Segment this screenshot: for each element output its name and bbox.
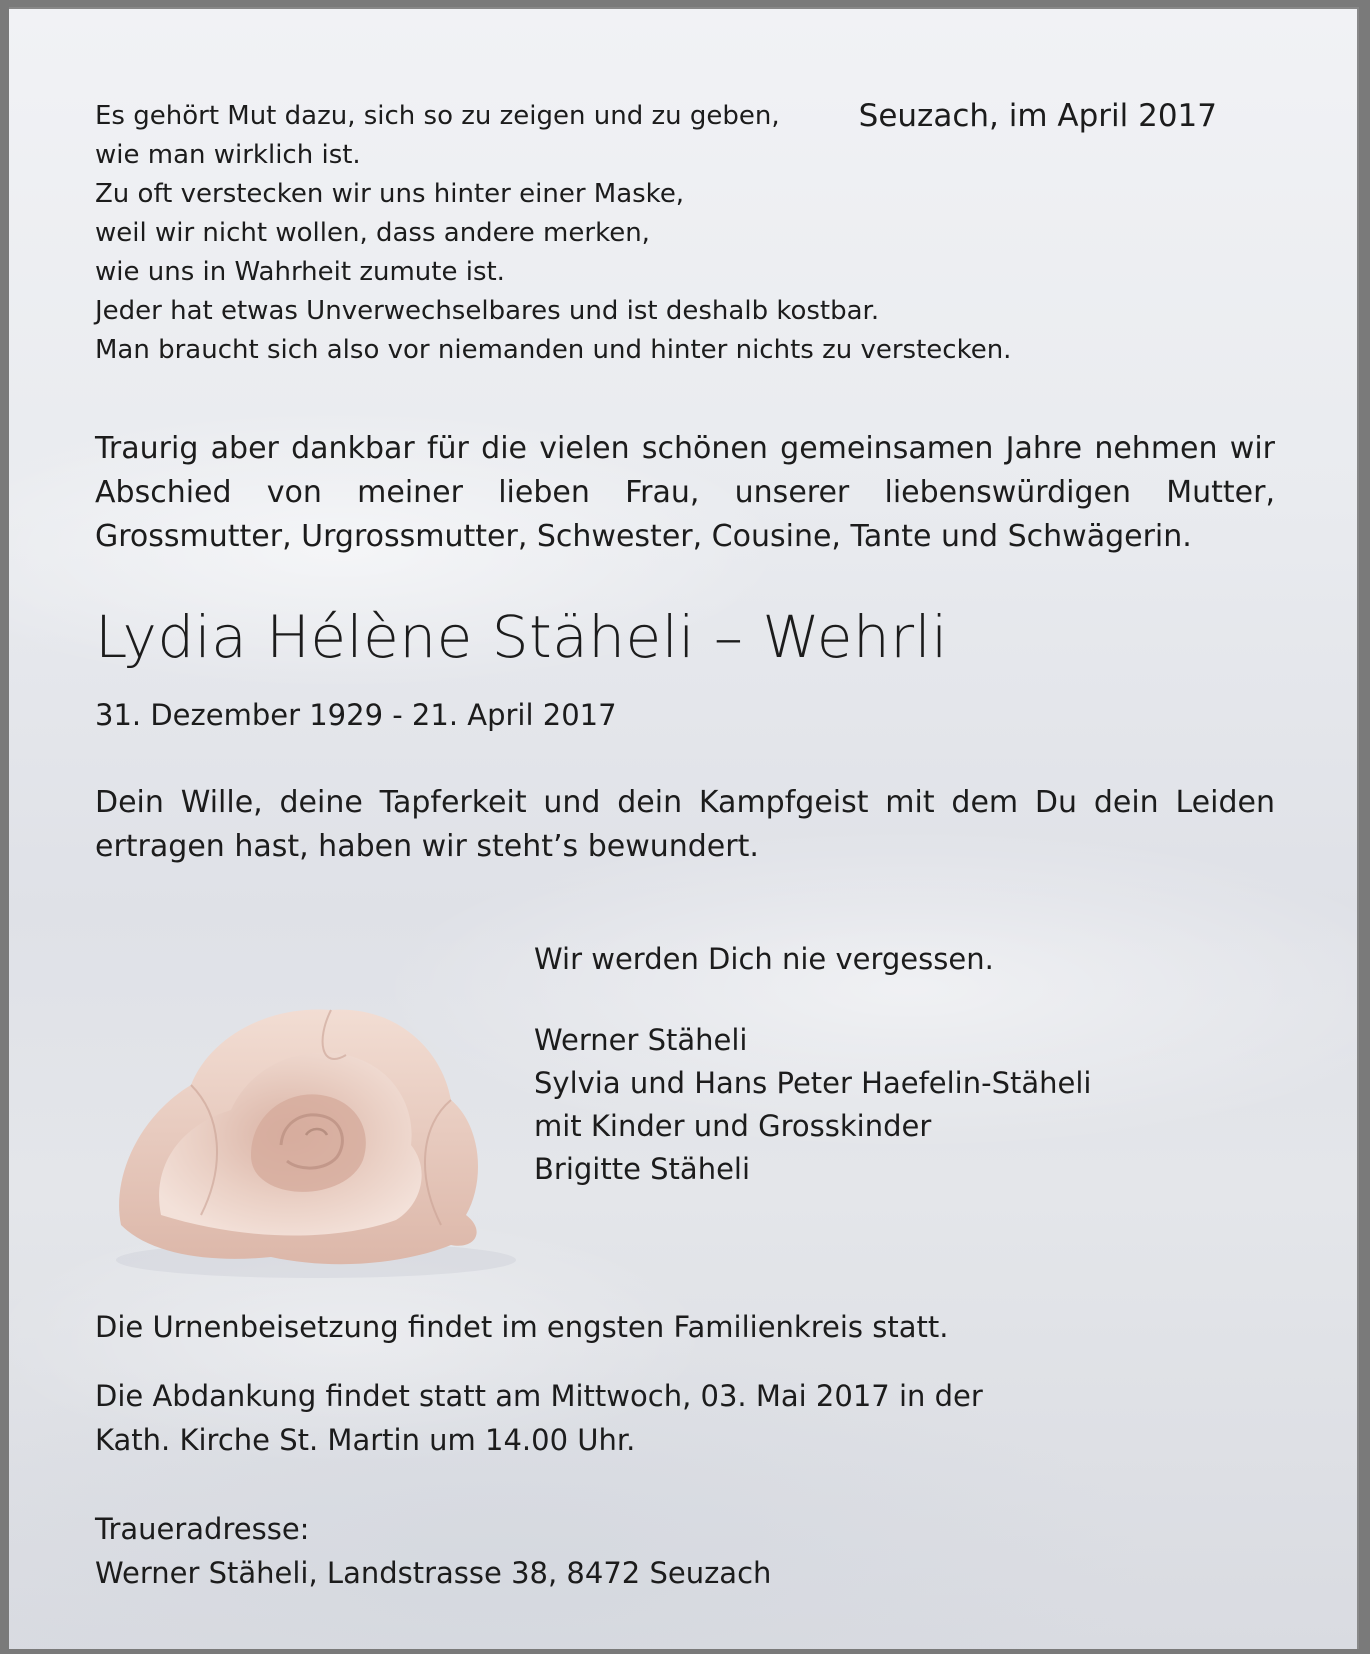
address-label: Traueradresse: [95,1512,310,1546]
address-value: Werner Stäheli, Landstrasse 38, 8472 Seuzach [95,1556,772,1590]
poem-line: Es gehört Mut dazu, sich so zu zeigen und zu geben, [95,101,780,131]
mourners-list [534,1019,1091,1191]
obituary-notice [9,7,1359,1649]
service-line: Die Abdankung findet statt am Mittwoch, 03. Mai 2017 in der [95,1379,983,1413]
mourner-name: Sylvia und Hans Peter Haefelin-Stäheli [534,1066,1092,1100]
poem-line: wie uns in Wahrheit zumute ist. [95,257,505,287]
burial-notice: Die Urnenbeisetzung findet im engsten Familienkreis statt. [95,1310,949,1344]
place-date: Seuzach, im April 2017 [858,98,1217,134]
farewell-line: Wir werden Dich nie vergessen. [534,942,994,976]
life-dates: 31. Dezember 1929 - 21. April 2017 [95,698,617,732]
poem-line: weil wir nicht wollen, dass andere merken, [95,218,650,248]
service-line: Kath. Kirche St. Martin um 14.00 Uhr. [95,1423,636,1457]
intro-paragraph: Traurig aber dankbar für die vielen schönen gemeinsamen Jahre nehmen wir Abschied von meiner lieben Frau, unserer liebenswürdigen Mutter, Grossmutter, Urgrossmutter, Schwester, Cousine, Tante und Schwägerin. [95,431,1275,554]
mourner-name: Brigitte Stäheli [534,1152,751,1186]
service-notice [95,1374,983,1462]
poem [95,97,1011,370]
mourner-name: Werner Stäheli [534,1023,748,1057]
poem-line: Man braucht sich also vor niemanden und hinter nichts zu verstecken. [95,335,1012,365]
poem-line: Jeder hat etwas Unverwechselbares und ist deshalb kostbar. [95,296,880,326]
mourning-address [95,1507,771,1595]
rose-illustration [101,995,521,1280]
tribute-paragraph: Dein Wille, deine Tapferkeit und dein Kampfgeist mit dem Du dein Leiden ertragen hast, haben wir steht’s bewundert. [95,785,1275,864]
mourner-name: mit Kinder und Grosskinder [534,1109,932,1143]
poem-line: Zu oft verstecken wir uns hinter einer Maske, [95,179,685,209]
deceased-name: Lydia Hélène Stäheli – Wehrli [95,603,948,671]
poem-line: wie man wirklich ist. [95,140,361,170]
